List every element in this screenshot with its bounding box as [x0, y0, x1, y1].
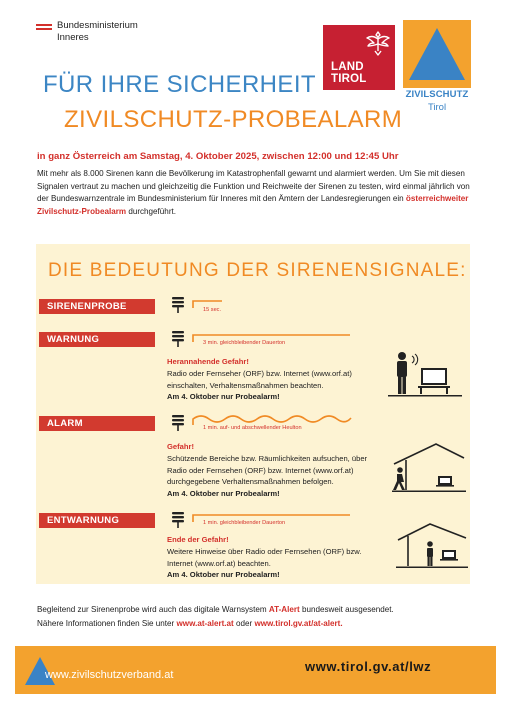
signal-heading-warnung: Herannahende Gefahr!	[167, 357, 249, 366]
page-title-line1: FÜR IHRE SICHERHEIT	[43, 71, 316, 98]
zivilschutz-name: ZIVILSCHUTZ	[405, 89, 469, 100]
siren-signals-section	[36, 244, 470, 584]
tirol-eagle-icon	[365, 29, 391, 57]
footer-zivilschutzverband-link[interactable]: www.zivilschutzverband.at	[45, 669, 174, 681]
signal-heading-alarm: Gefahr!	[167, 442, 195, 451]
siren-icon	[171, 296, 185, 313]
outro-line1-end: bundesweit ausgesendet.	[301, 605, 394, 614]
signals-title: DIE BEDEUTUNG DER SIRENENSIGNALE:	[48, 260, 467, 281]
signal-date-warnung: Am 4. Oktober nur Probealarm!	[167, 392, 280, 402]
person-at-home-with-tv-illustration	[388, 348, 462, 402]
signal-text-warnung	[167, 356, 387, 403]
signal-duration-alarm: 1 min. auf- und abschwellender Heulton	[203, 425, 302, 431]
footer-bar	[15, 646, 496, 694]
siren-icon	[171, 330, 185, 347]
signal-label-entwarnung: ENTWARNUNG	[39, 513, 155, 528]
person-entering-house-illustration	[392, 442, 466, 496]
signal-heading-entwarnung: Ende der Gefahr!	[167, 535, 229, 544]
land-logo-line2: TIROL	[331, 73, 367, 85]
signal-description-entwarnung: Weitere Hinweise über Radio oder Fernsehen (ORF) bzw. Internet (www.orf.at) beachten.	[167, 546, 362, 568]
signal-duration-entwarnung: 1 min. gleichbleibender Dauerton	[203, 520, 286, 526]
outro-paragraph	[37, 603, 487, 630]
austrian-flag-icon	[36, 24, 52, 30]
ministry-logo	[36, 20, 138, 44]
tirol-at-alert-link[interactable]: www.tirol.gv.at/at-alert.	[254, 618, 343, 628]
ministry-name-line1: Bundesministerium	[57, 20, 138, 31]
signal-description-alarm: Schützende Bereiche bzw. Räumlichkeiten aufsuchen, über Radio oder Fernsehen (ORF) bzw. Internet (www.orf.at) durchgegebene Verhaltensmaßnahmen befolgen.	[167, 453, 368, 487]
zivilschutz-logo	[403, 20, 471, 116]
civil-protection-triangle-icon	[403, 20, 471, 88]
intro-highlight: österreichweiter Zivilschutz-Probealarm	[37, 194, 469, 216]
intro-paragraph	[37, 168, 477, 218]
signal-text-entwarnung	[167, 534, 387, 581]
siren-icon	[171, 414, 185, 431]
at-alert-link[interactable]: www.at-alert.at	[176, 618, 234, 628]
footer-tirol-lwz-link[interactable]: www.tirol.gv.at/lwz	[305, 659, 432, 674]
ministry-name-line2: Inneres	[57, 32, 89, 43]
page-title-line2: ZIVILSCHUTZ-PROBEALARM	[64, 106, 403, 133]
signal-duration-sirenenprobe: 15 sec.	[203, 307, 222, 313]
signal-label-alarm: ALARM	[39, 416, 155, 431]
land-logo-line1: LAND	[331, 61, 364, 73]
signal-duration-warnung: 3 min. gleichbleibender Dauerton	[203, 340, 286, 346]
intro-text-end: durchgeführt.	[128, 206, 177, 216]
land-tirol-logo	[323, 25, 395, 90]
signal-description-warnung: Radio oder Fernseher (ORF) bzw. Internet (www.orf.at) einschalten, Verhaltensmaßnahmen beachten.	[167, 368, 352, 390]
outro-line2-start: Nähere Informationen finden Sie unter	[37, 618, 175, 628]
intro-text: Mit mehr als 8.000 Sirenen kann die Bevölkerung im Katastrophenfall gewarnt und alarmiert werden. Um Sie mit diesen Signalen vertraut zu machen und gleichzeitig die Funktion und Reichweite der Sirenen zu testen, wird einmal jährlich von der Bundeswarnzentrale im Bundesministerium für Inneres mit den Ämtern der Landesregierungen ein	[37, 169, 470, 204]
at-alert-highlight: AT-Alert	[268, 605, 300, 614]
outro-line1-start: Begleitend zur Sirenenprobe wird auch das digitale Warnsystem	[37, 605, 267, 614]
person-at-home-safe-illustration	[396, 522, 468, 572]
siren-icon	[171, 511, 185, 528]
event-date-line: in ganz Österreich am Samstag, 4. Oktober 2025, zwischen 12:00 und 12:45 Uhr	[37, 151, 399, 162]
signal-date-entwarnung: Am 4. Oktober nur Probealarm!	[167, 570, 280, 580]
signal-label-sirenenprobe: SIRENENPROBE	[39, 299, 155, 314]
outro-line2-mid: oder	[236, 618, 253, 628]
signal-label-warnung: WARNUNG	[39, 332, 155, 347]
signal-text-alarm	[167, 441, 387, 500]
signal-date-alarm: Am 4. Oktober nur Probealarm!	[167, 489, 280, 499]
zivilschutz-region: Tirol	[427, 102, 447, 113]
